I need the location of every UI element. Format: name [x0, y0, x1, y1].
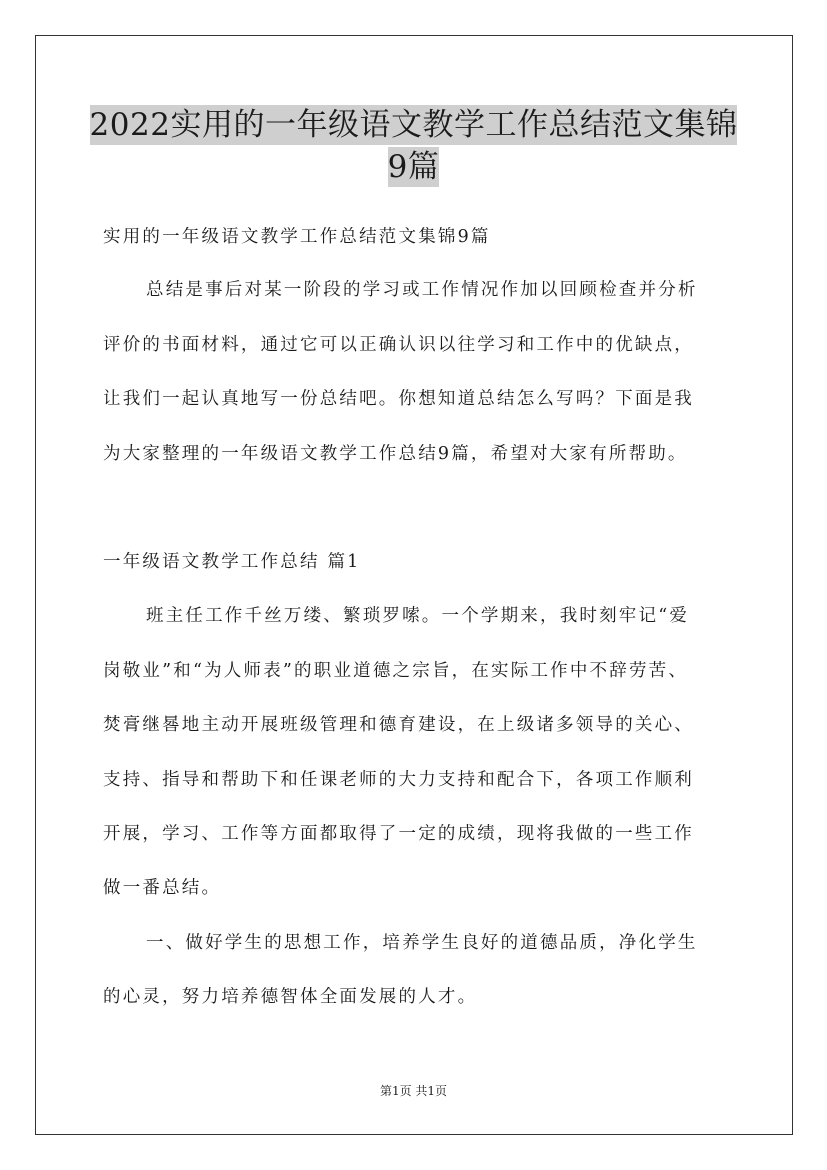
- body-line-3: 焚膏继晷地主动开展班级管理和德育建设，在上级诸多领导的关心、: [103, 715, 694, 735]
- body-line-6: 做一番总结。: [103, 878, 222, 898]
- intro-line-2: 评价的书面材料，通过它可以正确认识以往学习和工作中的优缺点，: [103, 335, 694, 355]
- body-line-4: 支持、指导和帮助下和任课老师的大力支持和配合下，各项工作顺利: [103, 770, 694, 790]
- intro-line-3: 让我们一起认真地写一份总结吧。你想知道总结怎么写吗？下面是我: [103, 389, 694, 409]
- intro-line-1: 总结是事后对某一阶段的学习或工作情况作加以回顾检查并分析: [146, 280, 698, 300]
- section-heading: 一年级语文教学工作总结 篇1: [103, 552, 361, 572]
- document-title-line-1: 2022实用的一年级语文教学工作总结范文集锦: [89, 107, 738, 143]
- point-line-1: 一、做好学生的思想工作，培养学生良好的道德品质，净化学生: [146, 933, 698, 953]
- body-line-2: 岗敬业”和“为人师表”的职业道德之宗旨，在实际工作中不辞劳苦、: [103, 661, 689, 681]
- intro-line-4: 为大家整理的一年级语文教学工作总结9篇，希望对大家有所帮助。: [103, 444, 688, 464]
- body-line-5: 开展，学习、工作等方面都取得了一定的成绩，现将我做的一些工作: [103, 824, 694, 844]
- point-line-2: 的心灵，努力培养德智体全面发展的人才。: [103, 987, 478, 1007]
- document-subtitle: 实用的一年级语文教学工作总结范文集锦9篇: [103, 227, 491, 247]
- page-border: [35, 35, 793, 1135]
- body-line-1: 班主任工作千丝万缕、繁琐罗嗦。一个学期来，我时刻牢记“爱: [146, 606, 690, 626]
- document-title-line-2: 9篇: [387, 149, 440, 185]
- page-footer: 第1页 共1页: [379, 1084, 448, 1098]
